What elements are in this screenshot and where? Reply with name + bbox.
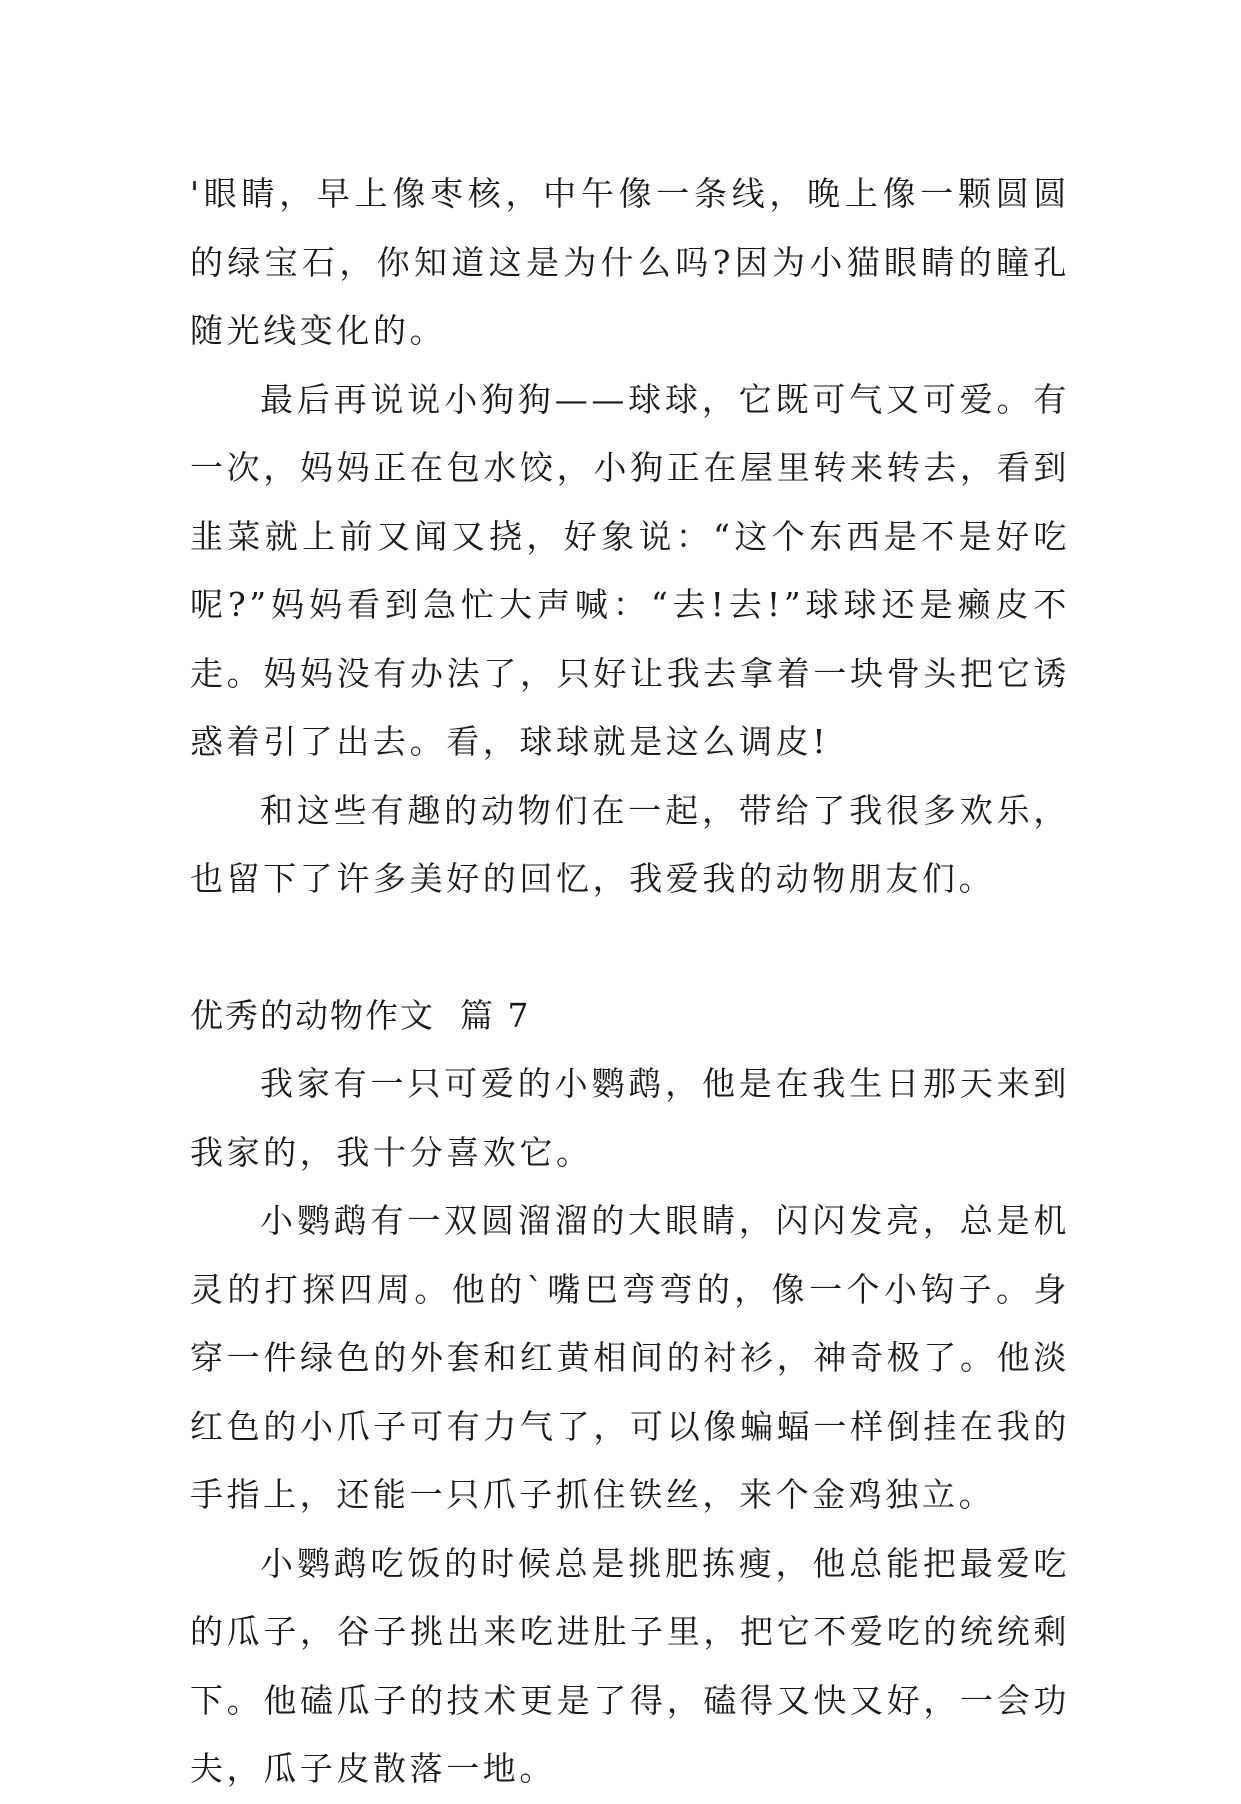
document-body bbox=[190, 160, 1070, 1804]
paragraph-dog-qiuqiu: 最后再说说小狗狗——球球，它既可气又可爱。有一次，妈妈正在包水饺，小狗正在屋里转来转去，看到韭菜就上前又闻又挠，好象说：“这个东西是不是好吃呢?”妈妈看到急忙大声喊：“去!去!”球球还是癞皮不走。妈妈没有办法了，只好让我去拿着一块骨头把它诱惑着引了出去。看，球球就是这么调皮! bbox=[190, 379, 1070, 761]
paragraph-parrot-appearance: 小鹦鹉有一双圆溜溜的大眼睛，闪闪发亮，总是机灵的打探四周。他的`嘴巴弯弯的，像一个小钩子。身穿一件绿色的外套和红黄相间的衬衫，神奇极了。他淡红色的小爪子可有力气了，可以像蝙蝠一样倒挂在我的手指上，还能一只爪子抓住铁丝，来个金鸡独立。 bbox=[190, 1201, 1070, 1514]
paragraph-parrot-intro: 我家有一只可爱的小鹦鹉，他是在我生日那天来到我家的，我十分喜欢它。 bbox=[190, 1064, 1070, 1172]
paragraph-conclusion: 和这些有趣的动物们在一起，带给了我很多欢乐，也留下了许多美好的回忆，我爱我的动物朋友们。 bbox=[190, 790, 1070, 898]
section-title: 优秀的动物作文 篇 7 bbox=[190, 995, 531, 1035]
paragraph-cat-eyes-continued: '眼睛，早上像枣核，中午像一条线，晚上像一颗圆圆的绿宝石，你知道这是为什么吗?因为小猫眼睛的瞳孔随光线变化的。 bbox=[190, 174, 1070, 350]
paragraph-parrot-eating: 小鹦鹉吃饭的时候总是挑肥拣瘦，他总能把最爱吃的瓜子，谷子挑出来吃进肚子里，把它不爱吃的统统剩下。他磕瓜子的技术更是了得，磕得又快又好，一会功夫，瓜子皮散落一地。 bbox=[190, 1543, 1070, 1788]
section-spacer bbox=[190, 914, 1070, 982]
